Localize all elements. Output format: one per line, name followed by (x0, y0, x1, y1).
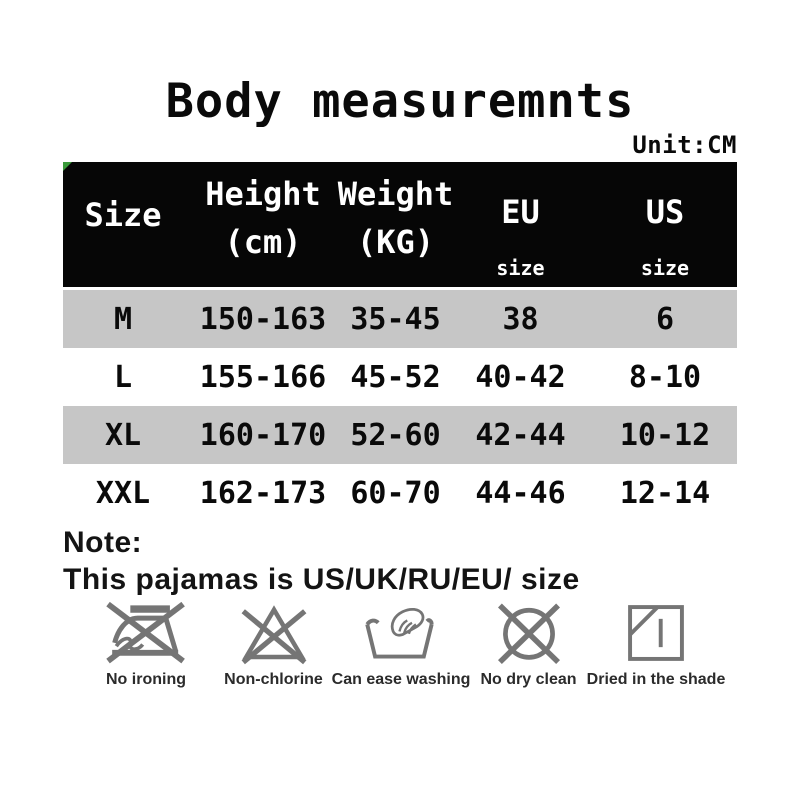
cell-weight: 35-45 (350, 301, 441, 337)
header-us-sub: size (640, 256, 690, 280)
care-label: Can ease washing (331, 671, 471, 688)
size-chart-table (63, 162, 737, 522)
cell-size: L (113, 359, 133, 395)
header-eu-sub: size (496, 256, 545, 280)
header-size-label: Size (84, 195, 162, 234)
care-instructions (85, 600, 726, 689)
table-row-xxl (63, 464, 737, 522)
dried-in-shade-icon (616, 600, 696, 666)
cell-weight: 60-70 (350, 475, 441, 511)
non-chlorine-icon (230, 600, 318, 666)
header-weight (337, 162, 454, 287)
ease-washing-icon (354, 600, 448, 666)
corner-artifact (63, 162, 72, 171)
cell-eu: 38 (502, 301, 539, 337)
care-item-no-ironing (85, 600, 207, 689)
table-row-l (63, 348, 737, 406)
care-label: No dry clean (480, 671, 577, 688)
care-item-dried-in-shade (586, 600, 726, 689)
care-label: Dried in the shade (586, 671, 726, 688)
cell-height: 162-173 (199, 475, 327, 511)
header-eu-label: EU (501, 193, 540, 231)
header-weight-unit: (KG) (356, 222, 435, 261)
header-us (593, 162, 737, 287)
note-block (63, 524, 580, 598)
header-height-unit: (cm) (224, 222, 302, 261)
table-row-m (63, 290, 737, 348)
cell-us: 8-10 (628, 359, 702, 395)
unit-label: Unit:CM (632, 131, 737, 159)
header-eu (448, 162, 593, 287)
cell-weight: 45-52 (350, 359, 441, 395)
note-text: This pajamas is US/UK/RU/EU/ size (63, 563, 580, 596)
cell-eu: 44-46 (475, 475, 566, 511)
cell-height: 160-170 (199, 417, 327, 453)
cell-height: 150-163 (199, 301, 327, 337)
table-header-row (63, 162, 737, 287)
cell-us: 12-14 (619, 475, 711, 511)
cell-weight: 52-60 (350, 417, 441, 453)
header-height (183, 162, 343, 287)
header-size (63, 162, 183, 287)
care-item-non-chlorine (213, 600, 335, 689)
table-row-xl (63, 406, 737, 464)
care-item-no-dry-clean (468, 600, 590, 689)
cell-size: XL (104, 417, 142, 453)
cell-us: 10-12 (619, 417, 711, 453)
no-dry-clean-icon (485, 600, 573, 666)
cell-size: XXL (95, 475, 151, 511)
cell-height: 155-166 (199, 359, 327, 395)
note-label: Note: (63, 526, 143, 559)
cell-size: M (113, 301, 133, 337)
care-item-ease-washing (331, 600, 471, 689)
cell-eu: 40-42 (475, 359, 566, 395)
care-label: Non-chlorine (224, 671, 323, 688)
header-us-label: US (645, 193, 685, 231)
cell-eu: 42-44 (475, 417, 566, 453)
care-label: No ironing (106, 671, 186, 688)
cell-us: 6 (655, 301, 675, 337)
no-ironing-icon (98, 600, 194, 666)
header-height-label: Height (205, 174, 321, 213)
page-title: Body measuremnts (165, 74, 635, 129)
header-weight-label: Weight (337, 174, 454, 213)
